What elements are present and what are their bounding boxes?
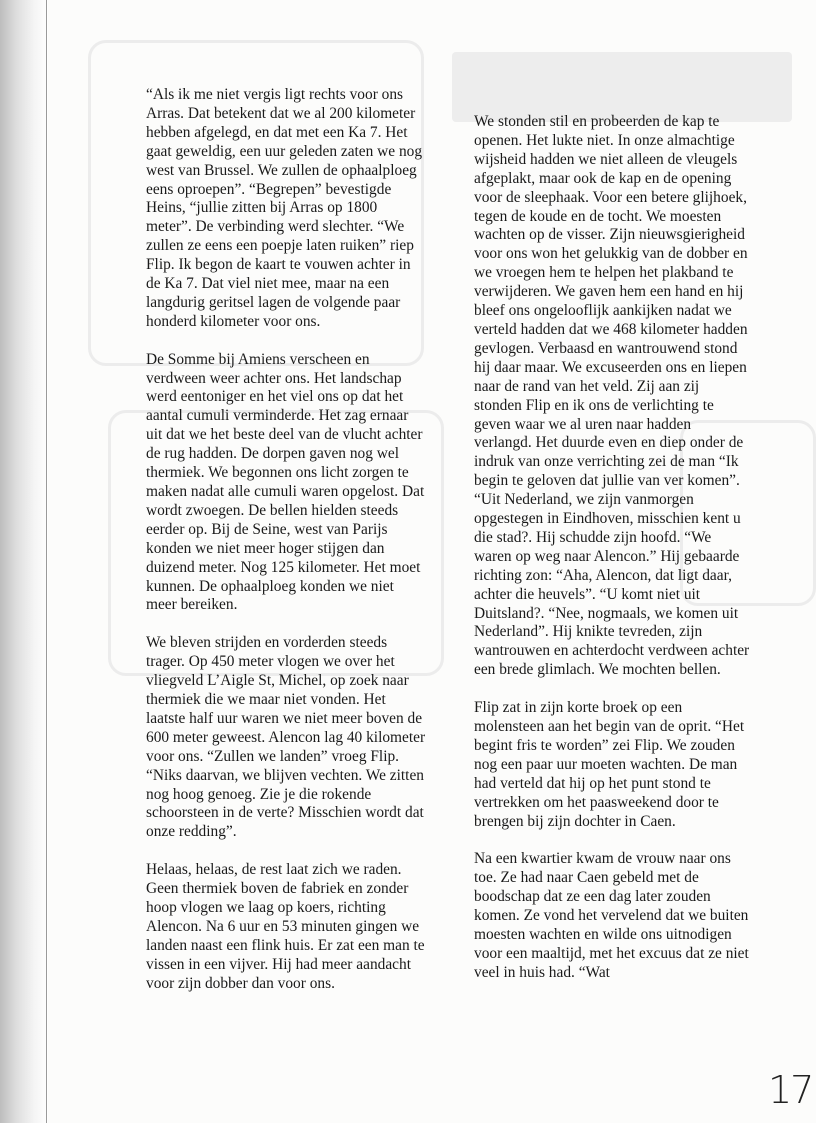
paragraph: “Als ik me niet vergis ligt rechts voor ons Arras. Dat betekent dat we al 200 kilometer hebben afgelegd, en dat met een Ka 7. Het gaat geweldig, een uur geleden zaten we nog west van Brussel. We zullen de ophaalploeg eens oproepen”. “Begrepen” bevestigde Heins, “jullie zitten bij Arras op 1800 meter”. De verbinding werd slechter. “We zullen ze eens een poepje laten ruiken” riep Flip. Ik begon de kaart te vouwen achter in de Ka 7. Dat viel niet mee, maar na een langdurig geritsel lagen de volgende paar honderd kilometer voor ons. — [146, 86, 423, 330]
binding-spine — [0, 0, 48, 1123]
paragraph: De Somme bij Amiens verscheen en verdween weer achter ons. Het landschap werd eentoniger en het viel ons op dat het aantal cumuli verminderde. Het zag ernaar uit dat we het beste deel van de vlucht achter de rug hadden. De dorpen gaven nog wel thermiek. We begonnen ons licht zorgen te maken nadat alle cumuli waren opgelost. Dat wordt zwoegen. De bellen hielden steeds eerder op. Bij de Seine, west van Parijs konden we niet meer hoger stijgen dan duizend meter. Nog 125 kilometer. Het moet kunnen. De ophaalploeg konden we niet meer bereiken. — [146, 350, 425, 614]
bleed-through-logo — [452, 52, 792, 122]
paragraph: Flip zat in zijn korte broek op een molensteen aan het begin van de oprit. “Het begint fris te worden” zei Flip. We zouden nog een paar uur moeten wachten. De man had verteld dat hij op het punt stond te vertrekken om het paasweekend door te brengen bij zijn dochter in Caen. — [474, 699, 745, 830]
paragraph: We stonden stil en probeerden de kap te openen. Het lukte niet. In onze almachtige wijsheid hadden we niet alleen de vleugels afgeplakt, maar ook de kap en de opening voor de sleephaak. Voor een betere glijhoek, tegen de koude en de tocht. We moesten wachten op de visser. Zijn nieuwsgierigheid voor ons won het gelukkig van de dobber en we vroegen hem te helpen het plakband te verwijderen. We gaven hem een hand en hij bleef ons ongelooflijk aankijken nadat we verteld hadden dat we 468 kilometer hadden gevlogen. Verbaasd en wantrouwend stond hij daar maar. We excuseerden ons en liepen naar de rand van het veld. Zij aan zij stonden Flip en ik ons de verlichting te geven waar we al uren naar hadden verlangd. Het duurde even en diep onder de indruk van onze verrichting zei de man “Ik begin te geloven dat jullie van ver komen”. “Uit Nederland, we zijn vanmorgen opgestegen in Eindhoven, misschien kent u die stad?. Hij schudde zijn hoofd. “We waren op weg naar Alencon.” Hij gebaarde richting zon: “Aha, Alencon, dat ligt daar, achter die heuvels”. “U komt niet uit Duitsland?. “Nee, nogmaals, we komen uit Nederland”. Hij knikte tevreden, zijn wantrouwen en achterdocht verdween achter een brede glimlach. We mochten bellen. — [474, 113, 750, 679]
article-right-column — [474, 113, 750, 1002]
article-left-column — [146, 86, 426, 1012]
paragraph: Helaas, helaas, de rest laat zich we raden. Geen thermiek boven de fabriek en zonder hoop vlogen we laag op koers, richting Alencon. Na 6 uur en 53 minuten gingen we landen naast een flink huis. Er zat een man te vissen in een vijver. Hij had meer aandacht voor zijn dobber dan voor ons. — [146, 861, 425, 992]
paragraph: Na een kwartier kwam de vrouw naar ons toe. Ze had naar Caen gebeld met de boodschap dat ze een dag later zouden komen. Ze vond het vervelend dat we buiten moesten wachten en wilde ons uitnodigen voor een maaltijd, met het excuus dat ze niet veel in huis had. “Wat — [474, 850, 749, 981]
paragraph: We bleven strijden en vorderden steeds trager. Op 450 meter vlogen we over het vliegveld L’Aigle St, Michel, op zoek naar thermiek die we maar niet vonden. Het laatste half uur waren we niet meer boven de 600 meter geweest. Alencon lag 40 kilometer voor ons. “Zullen we landen” vroeg Flip. “Niks daarvan, we blijven vechten. We zitten nog hoog genoeg. Zie je die rokende schoorsteen in de verte? Misschien wordt dat onze redding”. — [146, 634, 426, 841]
binding-edge — [46, 0, 47, 1123]
page-number: 17 — [768, 1068, 813, 1112]
